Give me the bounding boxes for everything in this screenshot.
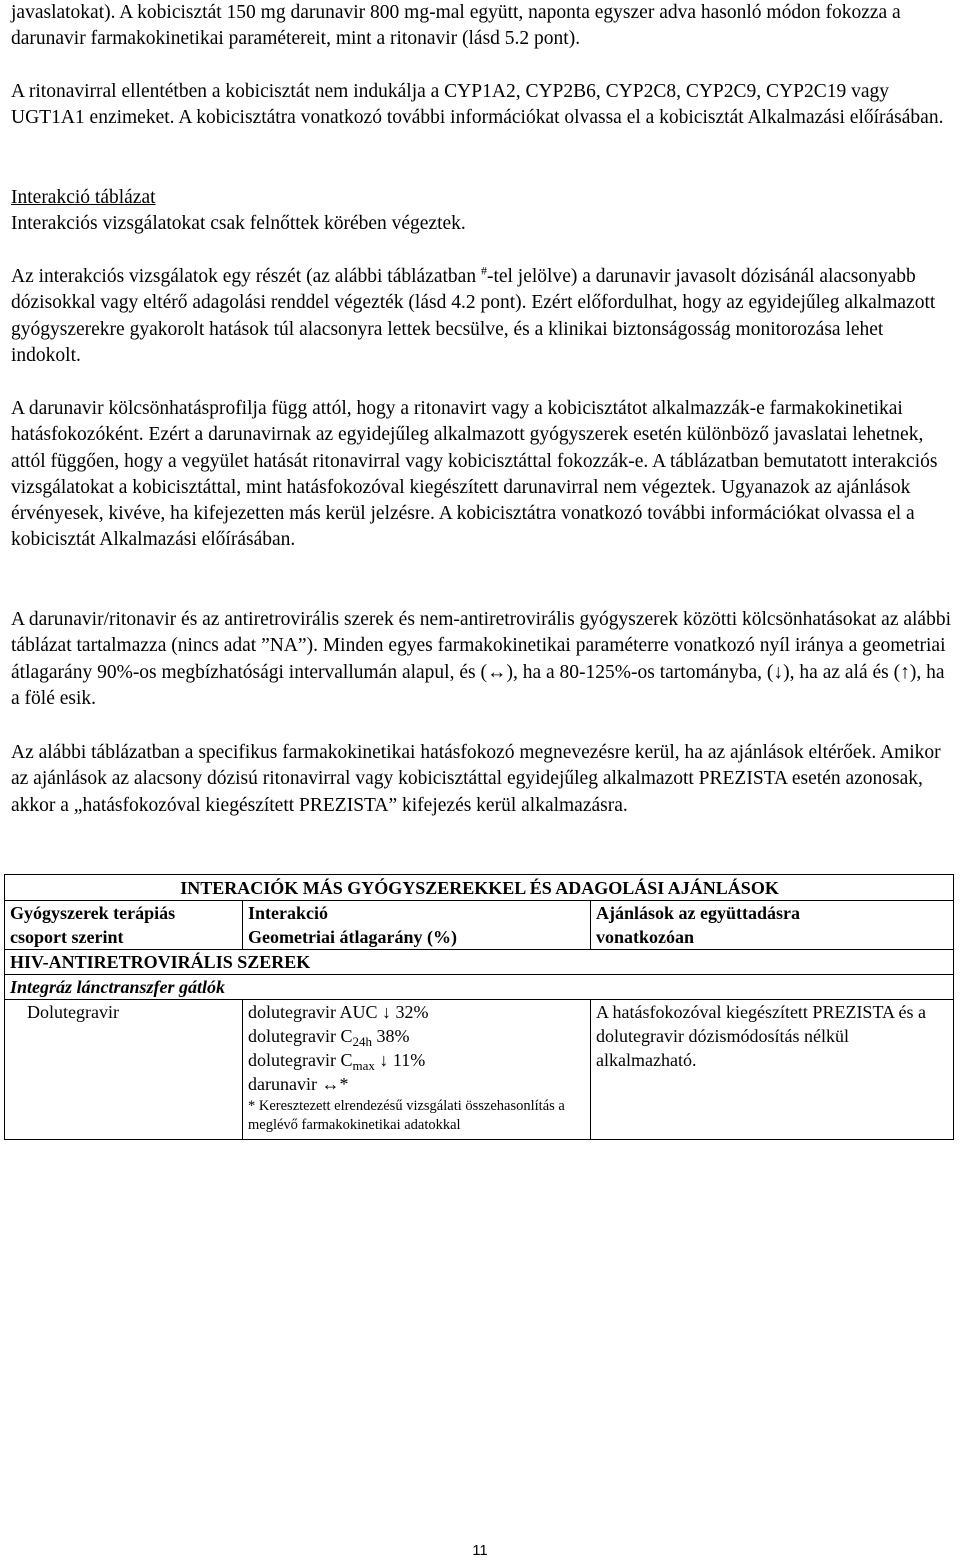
c24h-label: dolutegravir C — [248, 1026, 353, 1046]
darunavir-label: darunavir — [248, 1074, 322, 1094]
table-title-row — [5, 875, 954, 901]
header-recommendation-line2: vonatkozóan — [596, 927, 695, 947]
arrow-down-icon: ↓ — [381, 1002, 391, 1022]
paragraph-lower-doses — [11, 264, 951, 369]
recommendation-cell: A hatásfokozóval kiegészített PREZISTA és a dolutegravir dózismódosítás nélkül alkalmazható. — [591, 1000, 954, 1140]
auc-label: dolutegravir AUC — [248, 1002, 382, 1022]
paragraph-lower-doses-start: Az interakciós vizsgálatok egy részét (az alábbi táblázatban — [11, 266, 481, 287]
paragraph-booster-naming: Az alábbi táblázatban a specifikus farmakokinetikai hatásfokozó megnevezésre kerül, ha az ajánlások eltérőek. Amikor az ajánlások az alacsony dózisú ritonavirral vagy kobicisztáttal egyidejűleg alkalmazott PREZISTA esetén azonosak, akkor a „hatásfokozóval kiegészített PREZISTA” kifejezés kerül alkalmazásra. — [11, 742, 941, 816]
cmax-label: dolutegravir C — [248, 1050, 353, 1070]
header-drug-group — [5, 901, 243, 950]
arrow-both-icon: ↔ — [321, 1074, 340, 1094]
paragraph-cobicistat-enzymes: A ritonavirral ellentétben a kobicisztát nem indukálja a CYP1A2, CYP2B6, CYP2C8, CYP2C9, CYP2C19 vagy UGT1A1 enzimeket. A kobicisztátra vonatkozó további információkat olvassa el a kobicisztát Alkalmazási előírásában. — [11, 81, 944, 129]
c24h-line — [248, 1024, 586, 1048]
header-interaction-line2: Geometriai átlagarány (%) — [248, 927, 457, 947]
subsection-integrase-inhibitors: Integráz lánctranszfer gátlók — [5, 975, 954, 1000]
c24h-subscript: 24h — [352, 1034, 372, 1049]
header-drug-group-line1: Gyógyszerek terápiás — [10, 903, 176, 923]
table-row — [5, 1000, 954, 1140]
paragraph-interaction-profile: A darunavir kölcsönhatásprofilja függ attól, hogy a ritonavirt vagy a kobicisztátot alkalmazzák-e farmakokinetikai hatásfokozóként. Ezért a darunavirnak az egyidejűleg alkalmazott gyógyszerek esetén különböző javaslatai lehetnek, attól függően, hogy a vegyület hatását ritonavirral vagy kobicisztáttal fokozzák-e. A táblázatban bemutatott interakciós vizsgálatokat a kobicisztáttal, mint hatásfokozóval kiegészített darunavirral nem végeztek. Ugyanazok az ajánlások érvényesek, kivéve, ha kifejezetten más kerül jelzésre. A kobicisztátra vonatkozó további információkat olvassa el a kobicisztát Alkalmazási előírásában. — [11, 398, 938, 551]
section-heading-interaction-table: Interakció táblázat — [11, 187, 156, 208]
interaction-cell — [243, 1000, 591, 1140]
hash-marker: # — [480, 263, 487, 278]
auc-value: 32% — [390, 1002, 429, 1022]
interaction-table — [4, 874, 954, 1140]
page-number: 11 — [472, 1542, 488, 1559]
cmax-value: 11% — [388, 1050, 426, 1070]
arrow-down-icon: ↓ — [379, 1050, 389, 1070]
cmax-subscript: max — [352, 1058, 375, 1073]
darunavir-asterisk: * — [339, 1074, 349, 1094]
drug-name-cell: Dolutegravir — [5, 1000, 243, 1140]
cmax-line — [248, 1048, 586, 1072]
header-recommendation — [591, 901, 954, 950]
paragraph-cobicistat-dose: javaslatokat). A kobicisztát 150 mg darunavir 800 mg-mal együtt, naponta egyszer adva hasonló módon fokozza a darunavir farmakokinetikai paramétereit, mint a ritonavir (lásd 5.2 pont). — [11, 2, 901, 50]
auc-line — [248, 1000, 586, 1024]
paragraph-adults-only: Interakciós vizsgálatokat csak felnőttek körében végeztek. — [11, 213, 466, 234]
table-title: INTERACIÓK MÁS GYÓGYSZEREKKEL ÉS ADAGOLÁSI AJÁNLÁSOK — [5, 875, 954, 901]
header-recommendation-line1: Ajánlások az együttadásra — [596, 903, 801, 923]
c24h-value: 38% — [371, 1026, 410, 1046]
table-section-row — [5, 950, 954, 975]
darunavir-line — [248, 1072, 586, 1096]
header-interaction — [243, 901, 591, 950]
header-interaction-line1: Interakció — [248, 903, 328, 923]
header-drug-group-line2: csoport szerint — [10, 927, 124, 947]
paragraph-lower-doses-rest: -tel jelölve) a darunavir javasolt dózisánál alacsonyabb dózisokkal vagy eltérő adagolási renddel végezték (lásd 4.2 pont). Ezért előfordulhat, hogy az egyidejűleg alkalmazott gyógyszerekre gyakorolt hatások túl alacsonyra lettek becsülve, és a klinikai biztonságosság monitorozása lehet indokolt. — [11, 266, 936, 366]
section-hiv-antiretroviral: HIV-ANTIRETROVIRÁLIS SZEREK — [5, 950, 954, 975]
crossover-footnote: * Keresztezett elrendezésű vizsgálati összehasonlítás a meglévő farmakokinetikai adatokkal — [248, 1098, 565, 1133]
table-header-row — [5, 901, 954, 950]
paragraph-arrow-legend: A darunavir/ritonavir és az antiretrovirális szerek és nem-antiretrovirális gyógyszerek közötti kölcsönhatásokat az alábbi táblázat tartalmazza (nincs adat ”NA”). Minden egyes farmakokinetikai paraméterre vonatkozó nyíl iránya a geometriai átlagarány 90%-os megbízhatósági intervallumán alapul, és (↔), ha a 80-125%-os tartományba, (↓), ha az alá és (↑), ha a fölé esik. — [11, 609, 951, 709]
table-subsection-row — [5, 975, 954, 1000]
